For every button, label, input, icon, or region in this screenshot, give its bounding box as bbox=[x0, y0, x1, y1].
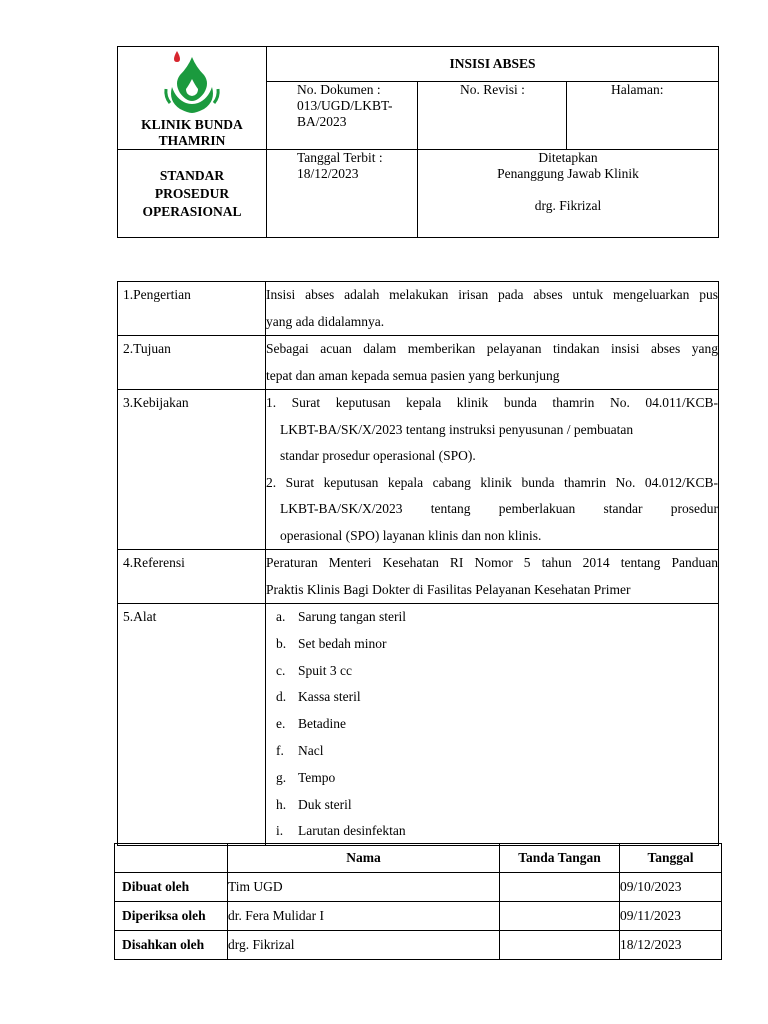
list-item: e. Betadine bbox=[276, 716, 346, 732]
row-role: Diperiksa oleh bbox=[115, 902, 228, 931]
referensi-line2: Praktis Klinis Bagi Dokter di Fasilitas Pelayanan Kesehatan Primer bbox=[266, 581, 631, 597]
row-signature bbox=[500, 931, 620, 960]
kebijakan-text bbox=[266, 390, 719, 550]
approver-name: drg. Fikrizal bbox=[534, 198, 602, 213]
row-signature bbox=[500, 873, 620, 902]
kebijakan-item2-line1: 2. Surat keputusan kepala cabang klinik bunda thamrin No. 04.012/KCB- bbox=[266, 474, 718, 490]
sop-line3: OPERASIONAL bbox=[142, 203, 242, 219]
sop-line1: STANDAR bbox=[159, 167, 225, 183]
name-column-header: Nama bbox=[228, 844, 500, 873]
referensi-text bbox=[266, 550, 719, 604]
alat-list bbox=[266, 604, 718, 845]
issue-date-label: Tanggal Terbit : bbox=[297, 150, 383, 165]
issue-date-cell bbox=[267, 150, 418, 238]
list-item: b. Set bedah minor bbox=[276, 635, 387, 651]
pengertian-line2: yang ada didalamnya. bbox=[266, 313, 385, 329]
clinic-logo-icon bbox=[162, 49, 222, 115]
signature-table bbox=[114, 843, 722, 960]
row-name: Tim UGD bbox=[228, 873, 500, 902]
approved-label: Ditetapkan bbox=[538, 150, 598, 165]
list-item: d. Kassa steril bbox=[276, 689, 361, 705]
empty-header-cell bbox=[115, 844, 228, 873]
table-row bbox=[115, 931, 722, 960]
row-date: 18/12/2023 bbox=[620, 931, 722, 960]
clinic-name-line1: KLINIK BUNDA bbox=[141, 117, 243, 132]
table-row bbox=[115, 902, 722, 931]
page-label: Halaman: bbox=[611, 82, 664, 98]
doc-no-label: No. Dokumen : bbox=[297, 82, 381, 98]
pengertian-label: 1.Pengertian bbox=[118, 282, 266, 336]
sop-header-table bbox=[117, 46, 719, 238]
referensi-line1: Peraturan Menteri Kesehatan RI Nomor 5 tahun 2014 tentang Panduan bbox=[266, 555, 718, 570]
kebijakan-item1-line2: LKBT-BA/SK/X/2023 tentang instruksi penyusunan / pembuatan bbox=[280, 421, 634, 437]
tujuan-line1: Sebagai acuan dalam memberikan pelayanan tindakan insisi abses yang bbox=[266, 341, 718, 356]
kebijakan-item1-line3: standar prosedur operasional (SPO). bbox=[280, 448, 476, 463]
table-row bbox=[115, 873, 722, 902]
sop-line2: PROSEDUR bbox=[154, 185, 230, 201]
sop-label-cell bbox=[118, 150, 267, 238]
row-date: 09/11/2023 bbox=[620, 902, 722, 931]
row-signature bbox=[500, 902, 620, 931]
row-role: Dibuat oleh bbox=[115, 873, 228, 902]
row-name: drg. Fikrizal bbox=[228, 931, 500, 960]
list-item: f. Nacl bbox=[276, 742, 324, 758]
pengertian-text bbox=[266, 282, 719, 336]
doc-no-value-2: BA/2023 bbox=[297, 114, 347, 130]
tujuan-text bbox=[266, 336, 719, 390]
referensi-label: 4.Referensi bbox=[118, 550, 266, 604]
document-title: INSISI ABSES bbox=[267, 47, 719, 82]
tujuan-line2: tepat dan aman kepada semua pasien yang berkunjung bbox=[266, 367, 560, 383]
approver-role: Penanggung Jawab Klinik bbox=[497, 166, 639, 181]
list-item: g. Tempo bbox=[276, 769, 336, 785]
kebijakan-item2-line3: operasional (SPO) layanan klinis dan non klinis. bbox=[280, 527, 542, 543]
kebijakan-item2-line2: LKBT-BA/SK/X/2023 tentang pemberlakuan standar prosedur bbox=[280, 501, 718, 516]
list-item: i. Larutan desinfektan bbox=[276, 823, 406, 839]
kebijakan-label: 3.Kebijakan bbox=[118, 390, 266, 550]
list-item: a. Sarung tangan steril bbox=[276, 609, 406, 624]
sop-content-table bbox=[117, 281, 719, 846]
clinic-name-line2: THAMRIN bbox=[158, 133, 226, 148]
list-item: h. Duk steril bbox=[276, 796, 352, 812]
clinic-logo-cell bbox=[118, 47, 267, 150]
pengertian-line1: Insisi abses adalah melakukan irisan pada abses untuk mengeluarkan pus bbox=[266, 287, 718, 302]
row-date: 09/10/2023 bbox=[620, 873, 722, 902]
document-number-cell bbox=[267, 82, 418, 150]
signature-column-header: Tanda Tangan bbox=[500, 844, 620, 873]
revision-cell bbox=[418, 82, 567, 150]
date-column-header: Tanggal bbox=[620, 844, 722, 873]
tujuan-label: 2.Tujuan bbox=[118, 336, 266, 390]
kebijakan-item1-line1: 1. Surat keputusan kepala klinik bunda thamrin No. 04.011/KCB- bbox=[266, 395, 718, 410]
list-item: c. Spuit 3 cc bbox=[276, 662, 352, 678]
approval-cell bbox=[418, 150, 719, 238]
revision-label: No. Revisi : bbox=[460, 82, 525, 98]
row-name: dr. Fera Mulidar I bbox=[228, 902, 500, 931]
page-cell bbox=[567, 82, 719, 150]
row-role: Disahkan oleh bbox=[115, 931, 228, 960]
alat-label: 5.Alat bbox=[118, 604, 266, 846]
doc-no-value-1: 013/UGD/LKBT- bbox=[297, 98, 393, 114]
issue-date-value: 18/12/2023 bbox=[297, 166, 359, 181]
alat-cell bbox=[266, 604, 719, 846]
